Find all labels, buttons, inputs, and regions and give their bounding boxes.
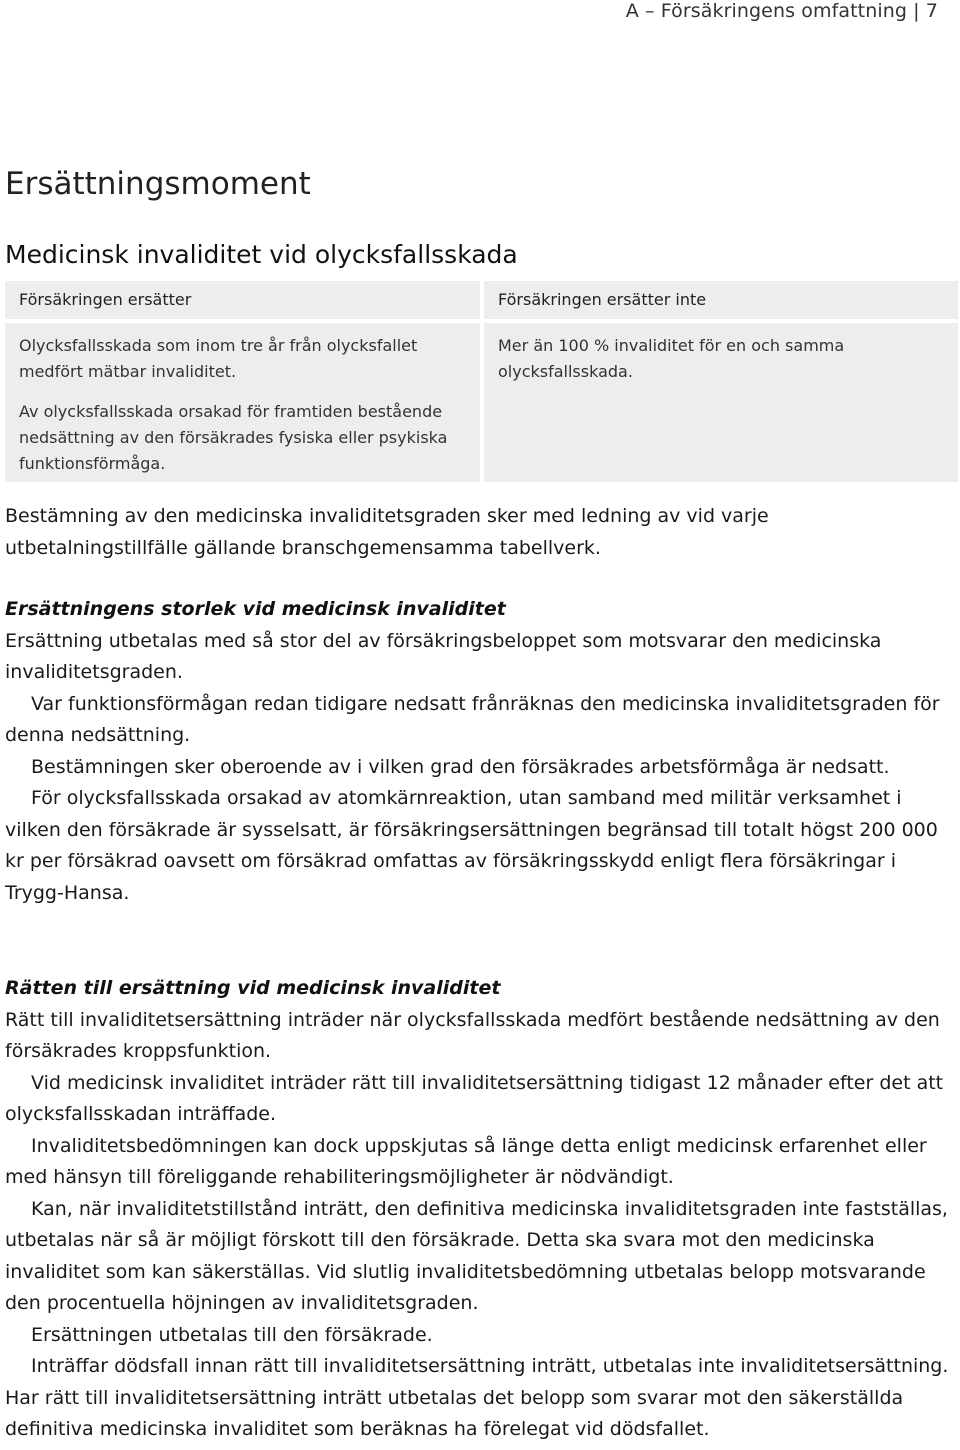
- running-header: A – Försäkringens omfattning | 7: [625, 0, 938, 22]
- excludes-item: Mer än 100 % invaliditet för en och samma olycksfallsskada.: [498, 336, 845, 381]
- compensation-size-heading: Ersättningens storlek vid medicinsk invaliditet: [5, 598, 506, 620]
- paragraph: Ersättning utbetalas med så stor del av försäkringsbeloppet som motsvarar den medicinska invaliditetsgraden.: [5, 629, 882, 683]
- covers-item: Av olycksfallsskada orsakad för framtiden bestående nedsättning av den försäkrades fysiska eller psykiska funktionsförmåga.: [19, 402, 448, 473]
- page-title: Ersättningsmoment: [5, 166, 311, 202]
- covers-column: [5, 281, 480, 482]
- intro-section: [5, 501, 957, 564]
- paragraph: För olycksfallsskada orsakad av atomkärnreaktion, utan samband med militär verksamhet i vilken den försäkrade är sysselsatt, är försäkringsersättningen begränsad till totalt högst 200 000 kr per försäkrad oavsett om försäkrad omfattas av försäkringsskydd enligt flera försäkringar i Trygg-Hansa.: [5, 787, 938, 904]
- intro-paragraph: Bestämning av den medicinska invaliditetsgraden sker med ledning av vid varje utbetalningstillfälle gällande branschgemensamma tabellverk.: [5, 505, 769, 559]
- paragraph: Rätt till invaliditetsersättning inträder när olycksfallsskada medfört bestående nedsättning av den försäkrades kroppsfunktion.: [5, 1008, 940, 1062]
- paragraph: Ersättningen utbetalas till den försäkrade.: [31, 1323, 433, 1346]
- paragraph: Invaliditetsbedömningen kan dock uppskjutas så länge detta enligt medicinsk erfarenhet eller med hänsyn till föreliggande rehabiliteringsmöjligheter är nödvändigt.: [5, 1134, 927, 1188]
- paragraph: Kan, när invaliditetstillstånd inträtt, den definitiva medicinska invaliditetsgraden inte fastställas, utbetalas när så är möjligt förskott till den försäkrade. Detta ska svara mot den medicinska invaliditet som kan säkerställas. Vid slutlig invaliditetsbedömning utbetalas belopp motsvarande den procentuella höjningen av invaliditetsgraden.: [5, 1197, 948, 1314]
- coverage-table: [5, 281, 958, 482]
- excludes-heading: Försäkringen ersätter inte: [484, 281, 958, 323]
- covers-heading: Försäkringen ersätter: [5, 281, 480, 323]
- paragraph: Bestämningen sker oberoende av i vilken grad den försäkrades arbetsförmåga är nedsatt.: [31, 755, 890, 778]
- compensation-size-section: [5, 594, 957, 909]
- right-to-compensation-section: [5, 973, 957, 1446]
- paragraph: Inträffar dödsfall innan rätt till invaliditetsersättning inträtt, utbetalas inte invaliditetsersättning. Har rätt till invaliditetsersättning inträtt utbetalas det belopp som svarar mot den säkerställda definitiva medicinska invaliditet som beräknas ha förelegat vid dödsfallet.: [5, 1355, 949, 1440]
- section-title: Medicinsk invaliditet vid olycksfallsskada: [5, 240, 518, 269]
- excludes-column: [484, 281, 958, 482]
- paragraph: Var funktionsförmågan redan tidigare nedsatt frånräknas den medicinska invaliditetsgraden för denna nedsättning.: [5, 692, 940, 746]
- right-to-compensation-heading: Rätten till ersättning vid medicinsk invaliditet: [5, 977, 501, 999]
- covers-item: Olycksfallsskada som inom tre år från olycksfallet medfört mätbar invaliditet.: [19, 336, 418, 381]
- paragraph: Vid medicinsk invaliditet inträder rätt till invaliditetsersättning tidigast 12 månader efter det att olycksfallsskadan inträffade.: [5, 1071, 944, 1125]
